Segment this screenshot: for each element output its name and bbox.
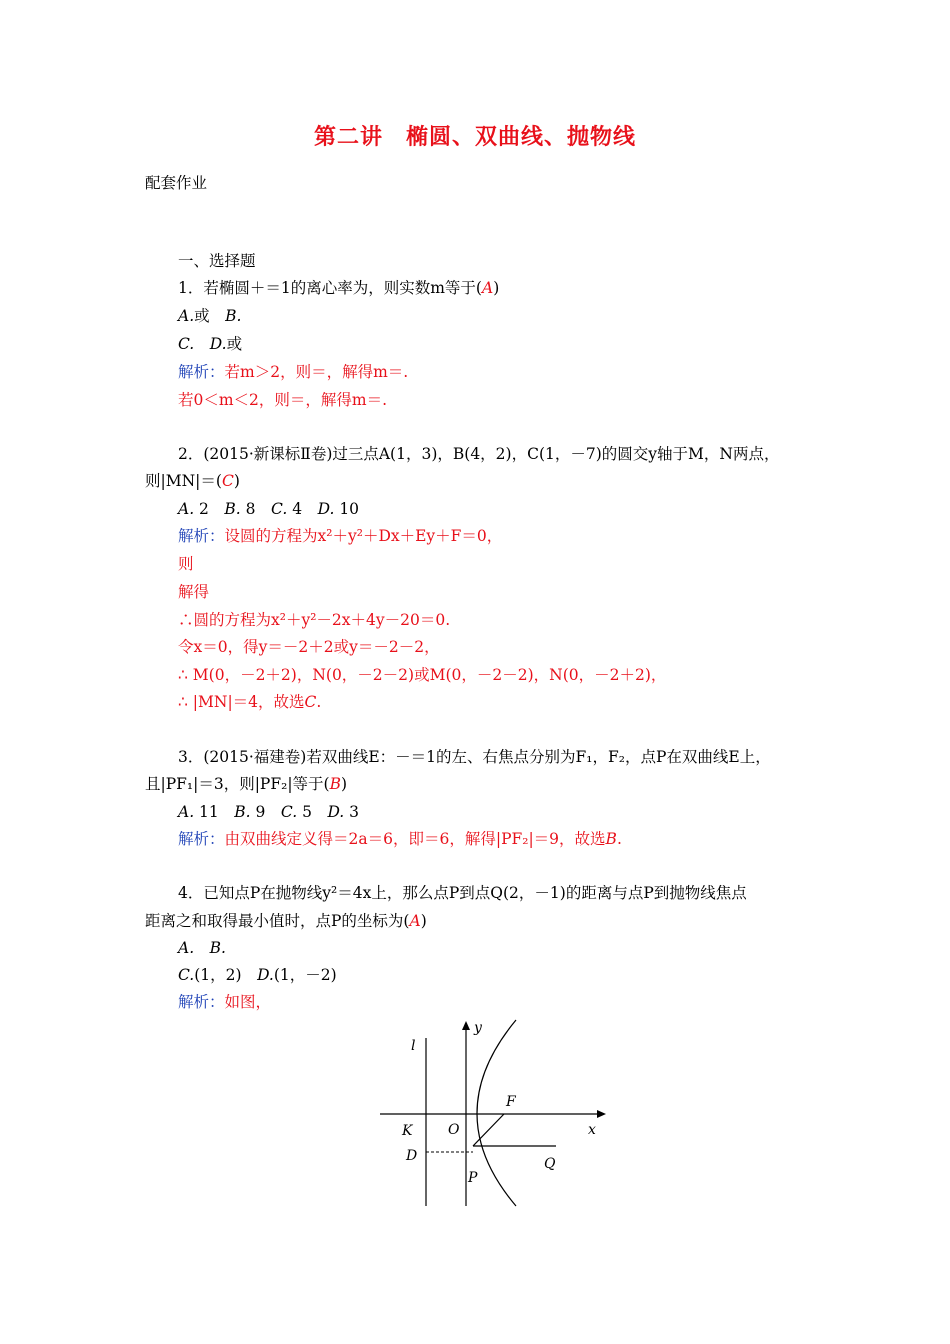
q3-solution-1 — [178, 828, 622, 850]
q4-options-row1 — [178, 937, 226, 959]
q2-solution-text-1: 设圆的方程为x²＋y²＋Dx＋Ey＋F＝0， — [224, 527, 503, 545]
q1-option-d-text: 或 — [226, 335, 243, 353]
q3-stem-2 — [145, 773, 347, 795]
q4-options-row2 — [178, 964, 337, 986]
q1-option-c-label: C. — [178, 335, 195, 353]
q2-option-c-label: C. — [271, 500, 288, 518]
q4-option-a-label: A. — [178, 939, 195, 957]
q2-solution-text-7: ∴ |MN|＝4，故选 — [178, 693, 305, 711]
q4-option-gap — [194, 939, 210, 957]
q2-stem-1: 2．(2015·新课标Ⅱ卷)过三点A(1，3)，B(4，2)，C(1，－7)的圆交y轴于M，N两点， — [178, 445, 780, 463]
q2-solution-6: ∴ M(0，－2＋2)，N(0，－2－2)或M(0，－2－2)，N(0，－2＋2)， — [178, 666, 667, 684]
q3-option-b-label: B. — [234, 803, 251, 821]
q3-solution-label: 解析： — [178, 830, 225, 848]
q4-answer: A — [409, 912, 421, 930]
q1-stem — [178, 277, 499, 299]
q2-option-c-text: 4 — [287, 500, 318, 518]
q1-stem-text: 1．若椭圆＋＝1的离心率为，则实数m等于( — [178, 279, 482, 297]
q2-solution-answer: C — [304, 693, 317, 711]
q4-stem-1: 4．已知点P在抛物线y²＝4x上，那么点P到点Q(2，－1)的距离与点P到抛物线焦点 — [178, 884, 747, 902]
q2-option-d-label: D. — [317, 500, 335, 518]
label-x: x — [588, 1122, 596, 1138]
subtitle: 配套作业 — [145, 174, 208, 192]
q4-stem-2-text: 距离之和取得最小值时，点P的坐标为( — [145, 912, 410, 930]
q2-solution-5: 令x＝0，得y＝－2＋2或y＝－2－2， — [178, 638, 440, 656]
q1-solution-2: 若0＜m＜2，则＝，解得m＝. — [178, 391, 388, 409]
q3-solution-end: . — [616, 830, 622, 848]
label-d: D — [406, 1148, 418, 1164]
q3-option-b-text: 9 — [250, 803, 281, 821]
label-p: P — [468, 1170, 478, 1186]
q2-solution-4: ∴圆的方程为x²＋y²－2x＋4y－20＝0. — [178, 611, 451, 629]
q2-solution-label: 解析： — [178, 527, 225, 545]
q3-answer: B — [329, 775, 341, 793]
label-q: Q — [544, 1156, 556, 1172]
q1-options-row1 — [178, 305, 241, 327]
q2-stem-2 — [145, 470, 240, 492]
section-heading: 一、选择题 — [178, 252, 256, 270]
label-f: F — [506, 1094, 516, 1110]
q2-option-a-label: A. — [178, 500, 195, 518]
q2-solution-3: 解得 — [178, 583, 210, 601]
q4-solution-1 — [178, 991, 271, 1013]
q2-option-b-text: 8 — [240, 500, 272, 518]
q1-option-b-label: B. — [225, 307, 242, 325]
q3-option-d-text: 3 — [344, 803, 360, 821]
q2-answer: C — [221, 472, 234, 490]
parabola-figure — [378, 1018, 610, 1212]
q3-option-a-label: A. — [178, 803, 195, 821]
q4-solution-text-1: 如图， — [224, 993, 272, 1011]
q2-option-b-label: B. — [224, 500, 241, 518]
q3-option-c-text: 5 — [297, 803, 328, 821]
parabola-diagram — [378, 1018, 610, 1208]
q1-answer: A — [481, 279, 494, 297]
page-title: 第二讲 椭圆、双曲线、抛物线 — [313, 124, 636, 150]
q3-stem-2-text: 且|PF₁|＝3，则|PF₂|等于( — [145, 775, 330, 793]
q2-solution-2: 则 — [178, 555, 194, 573]
q4-option-d-text: (1，－2) — [273, 966, 337, 984]
q2-solution-1 — [178, 525, 502, 547]
label-o: O — [448, 1122, 460, 1138]
q3-solution-text-1: 由双曲线定义得＝2a＝6，即＝6，解得|PF₂|＝9，故选 — [224, 830, 606, 848]
q1-option-a-label: A. — [178, 307, 195, 325]
q1-close: ) — [493, 279, 500, 297]
q4-option-b-label: B. — [209, 939, 226, 957]
q3-stem-1: 3．(2015·福建卷)若双曲线E：－＝1的左、右焦点分别为F₁，F₂，点P在双曲线E上， — [178, 748, 771, 766]
label-y: y — [474, 1020, 482, 1036]
q3-option-d-label: D. — [327, 803, 345, 821]
q3-close: ) — [340, 775, 348, 793]
q2-close: ) — [233, 472, 240, 490]
q2-solution-7 — [178, 691, 321, 713]
q4-stem-2 — [145, 910, 427, 932]
q3-options — [178, 801, 359, 823]
q4-option-c-text: (1，2) — [194, 966, 258, 984]
q2-solution-end: . — [316, 693, 322, 711]
q3-option-c-label: C. — [280, 803, 298, 821]
q4-solution-label: 解析： — [178, 993, 225, 1011]
label-l: l — [411, 1038, 416, 1054]
q1-solution-label: 解析： — [178, 363, 225, 381]
q1-option-d-label: D. — [209, 335, 227, 353]
q1-solution-1 — [178, 361, 408, 383]
q4-option-c-label: C. — [178, 966, 195, 984]
q1-options-row2 — [178, 333, 242, 355]
q2-option-a-text: 2 — [194, 500, 225, 518]
q3-option-a-text: 11 — [194, 803, 235, 821]
q1-solution-text-1: 若m＞2，则＝，解得m＝. — [224, 363, 409, 381]
q2-stem-2-text: 则|MN|＝( — [145, 472, 222, 490]
q1-option-a-text: 或 — [194, 307, 226, 325]
q4-option-d-label: D. — [257, 966, 274, 984]
label-k: K — [402, 1123, 413, 1139]
q2-option-d-text: 10 — [334, 500, 360, 518]
q4-close: ) — [420, 912, 427, 930]
q3-solution-answer: B — [605, 830, 617, 848]
q1-option-gap — [194, 335, 210, 353]
q2-options — [178, 498, 359, 520]
